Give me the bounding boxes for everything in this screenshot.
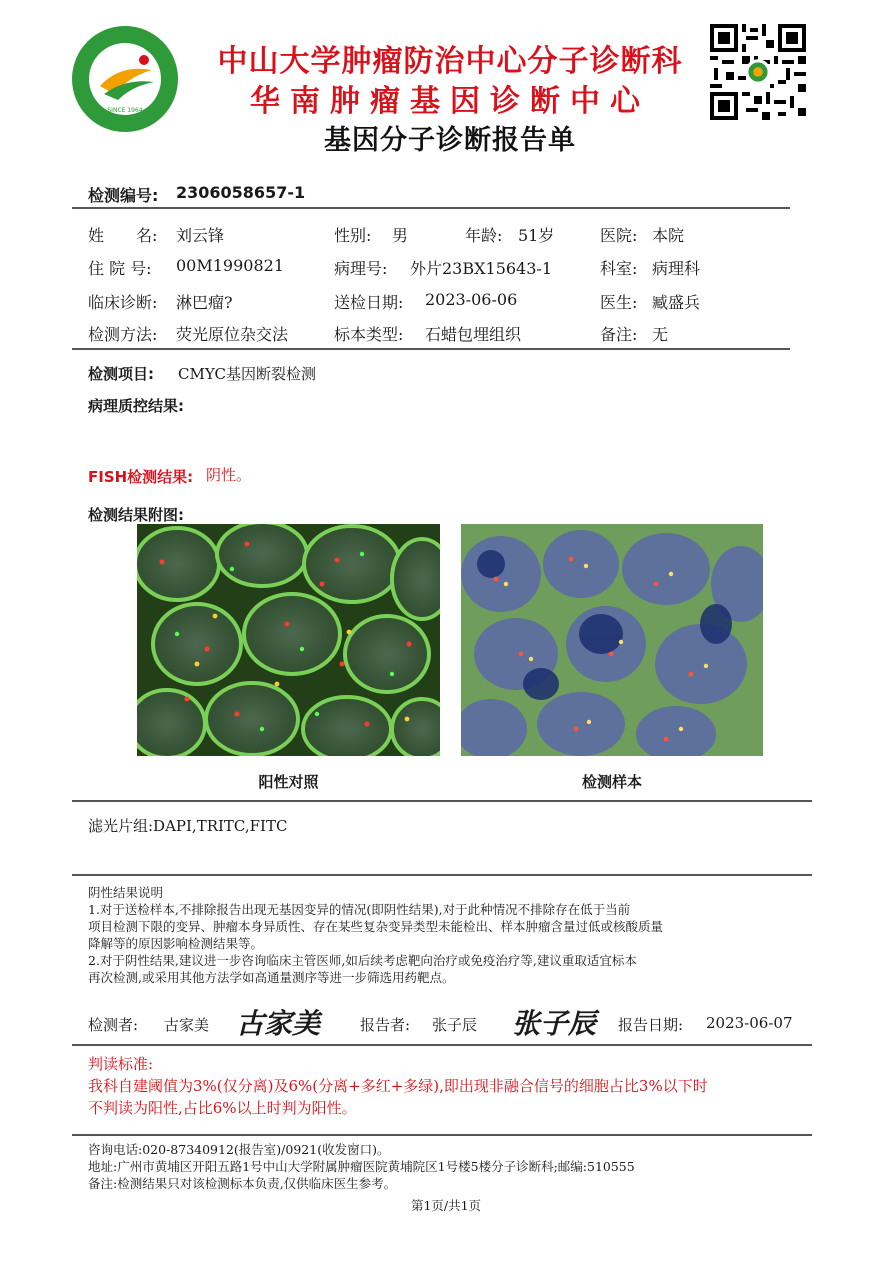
remark-label: 备注:: [600, 325, 638, 344]
divider: [72, 1044, 812, 1046]
notes-line: 1.对于送检样本,不排除报告出现无基因变异的情况(即阴性结果),对于此种情况不排除存在低于当前: [88, 902, 631, 917]
test-number-value: 2306058657-1: [176, 183, 306, 202]
footer-address: 地址:广州市黄埔区开阳五路1号中山大学附属肿瘤医院黄埔院区1号楼5楼分子诊断科;邮编:510555: [88, 1159, 635, 1174]
age-label: 年龄:: [465, 226, 503, 245]
qr-code: [710, 24, 806, 120]
test-number-label: 检测编号:: [88, 186, 159, 205]
fish-result-label: FISH检测结果:: [88, 468, 194, 486]
hospital-label: 医院:: [600, 226, 638, 245]
inpatient-label: 住 院 号:: [88, 259, 152, 278]
footer: [88, 1141, 808, 1192]
dept-label: 科室:: [600, 259, 638, 278]
report-date: 2023-06-07: [706, 1014, 793, 1032]
specimen-label: 标本类型:: [334, 325, 404, 344]
notes-line: 2.对于阴性结果,建议进一步咨询临床主管医师,如后续考虑靶向治疗或免疫治疗等,建议重取适宜标本: [88, 953, 637, 968]
fish-result-value: 阴性。: [206, 466, 252, 484]
footer-remark: 备注:检测结果只对该检测标本负责,仅供临床医生参考。: [88, 1176, 397, 1191]
doctor-name: 臧盛兵: [652, 293, 701, 312]
test-sample-caption: 检测样本: [581, 773, 642, 791]
test-sample-image: [461, 524, 763, 756]
notes-title: 阴性结果说明: [88, 885, 164, 900]
tester-signature: 古家美: [236, 1007, 321, 1040]
remark-value: 无: [652, 325, 669, 344]
patient-age: 51岁: [518, 226, 555, 245]
test-item-value: CMYC基因断裂检测: [178, 365, 316, 383]
criteria-line1: 我科自建阈值为3%(仅分离)及6%(分离+多红+多绿),即出现非融合信号的细胞占比3%以下时: [88, 1077, 708, 1095]
images-section-label: 检测结果附图:: [88, 506, 184, 524]
divider: [72, 207, 790, 209]
pathology-label: 病理号:: [334, 259, 388, 278]
footer-phone: 咨询电话:020-87340912(报告室)/0921(收发窗口)。: [88, 1142, 390, 1157]
negative-notes: [88, 884, 798, 986]
notes-line: 降解等的原因影响检测结果等。: [88, 936, 264, 951]
filter-set: 滤光片组:DAPI,TRITC,FITC: [88, 817, 288, 835]
report-title: 基因分子诊断报告单: [324, 125, 576, 156]
hospital-value: 本院: [652, 226, 685, 245]
report-date-label: 报告日期:: [618, 1016, 684, 1034]
positive-control-caption: 阳性对照: [258, 773, 319, 791]
clinical-diagnosis: 淋巴瘤?: [176, 293, 233, 312]
test-method: 荧光原位杂交法: [176, 325, 289, 344]
inpatient-number: 00M1990821: [176, 256, 284, 275]
reporter-signature: 张子辰: [512, 1007, 597, 1040]
submit-date-label: 送检日期:: [334, 293, 404, 312]
divider: [72, 874, 812, 876]
clinical-label: 临床诊断:: [88, 293, 158, 312]
qc-label: 病理质控结果:: [88, 397, 184, 415]
divider: [72, 1134, 812, 1136]
submit-date: 2023-06-06: [425, 290, 518, 309]
test-item-label: 检测项目:: [88, 365, 154, 383]
name-label: 姓 名:: [88, 226, 158, 245]
criteria-line2: 不判读为阳性,占比6%以上时判为阳性。: [88, 1099, 357, 1117]
tester-name: 古家美: [164, 1016, 210, 1034]
divider: [72, 800, 812, 802]
reporter-name: 张子辰: [432, 1016, 478, 1034]
pathology-number: 外片23BX15643-1: [410, 259, 552, 278]
divider: [72, 348, 790, 350]
page-number: 第1页/共1页: [410, 1198, 482, 1213]
method-label: 检测方法:: [88, 325, 158, 344]
org-title-line1: 中山大学肿瘤防治中心分子诊断科: [217, 44, 683, 79]
org-title-line2: 华南肿瘤基因诊断中心: [250, 84, 650, 119]
criteria-title: 判读标准:: [88, 1055, 154, 1073]
dept-value: 病理科: [652, 259, 701, 278]
hospital-logo: [70, 24, 180, 134]
sex-label: 性别:: [334, 226, 372, 245]
specimen-type: 石蜡包埋组织: [425, 325, 522, 344]
doctor-label: 医生:: [600, 293, 638, 312]
patient-sex: 男: [392, 226, 409, 245]
reporter-label: 报告者:: [360, 1016, 411, 1034]
tester-label: 检测者:: [88, 1016, 139, 1034]
patient-name: 刘云锋: [176, 226, 225, 245]
notes-line: 项目检测下限的变异、肿瘤本身异质性、存在某些复杂变异类型未能检出、样本肿瘤含量过低或核酸质量: [88, 919, 664, 934]
svg-text:SINCE 1964: SINCE 1964: [107, 107, 143, 114]
positive-control-image: [137, 524, 440, 756]
notes-line: 再次检测,或采用其他方法学如高通量测序等进一步筛选用药靶点。: [88, 970, 455, 985]
